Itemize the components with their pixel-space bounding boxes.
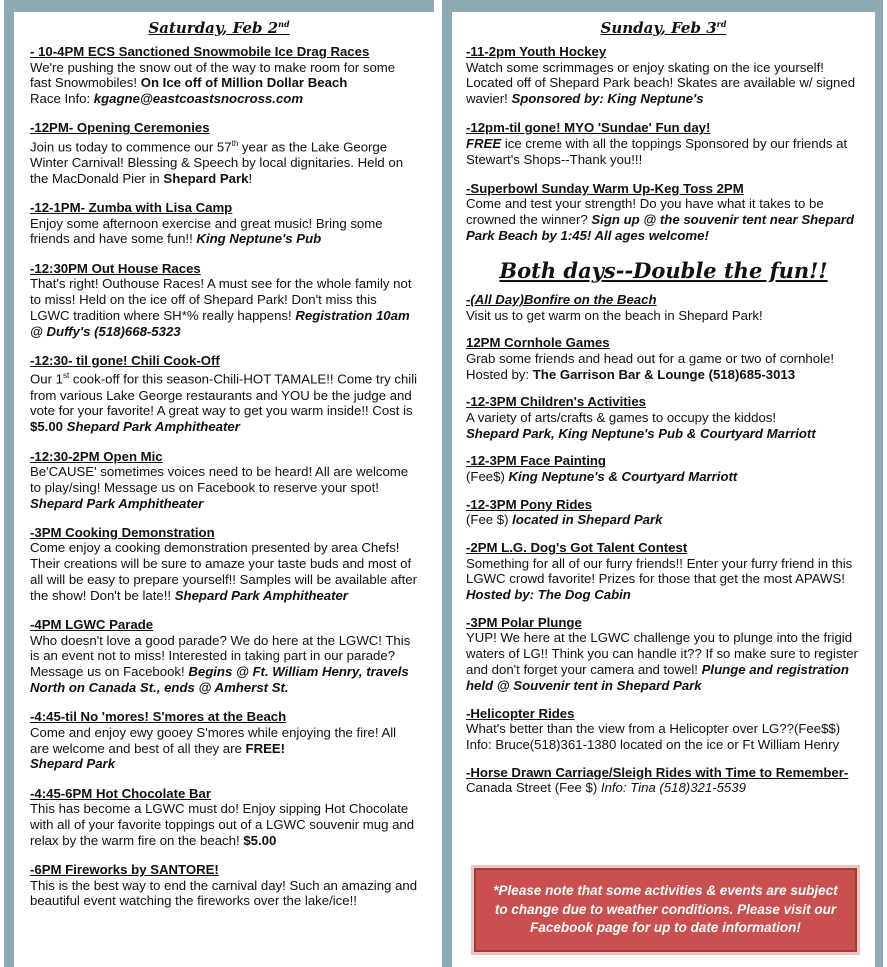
sunday-panel — [442, 0, 883, 967]
event-text-segment: King Neptune's & Courtyard Marriott — [508, 468, 738, 484]
saturday-panel — [4, 0, 424, 967]
event-item — [466, 394, 869, 441]
weather-notice: *Please note that some activities & events are subject to change due to weather conditions. Please visit our Facebook page for up to date information! — [474, 868, 857, 952]
event-heading: -12PM- Opening Ceremonies — [30, 120, 210, 136]
event-text-segment: Shepard Park, King Neptune's Pub & Courtyard Marriott — [466, 425, 816, 441]
both-days-events — [466, 292, 869, 796]
event-description — [466, 469, 869, 485]
event-text-segment: year as the Lake George Winter Carnival! Blessing & Speech by local dignitaries. Held on the MacDonald Pier in — [30, 139, 404, 186]
event-text-segment: Join us today to commence our 57 — [30, 139, 232, 155]
event-text-segment: Something for all of our furry friends!! Enter your furry friend in this LGWC crowd favorite! Prizes for those that get the most APAWS! — [466, 555, 853, 587]
sunday-events — [466, 44, 869, 244]
event-text-segment: Shepard Park Amphitheater — [66, 419, 240, 435]
event-heading: -12-1PM- Zumba with Lisa Camp — [30, 200, 233, 216]
event-text-segment: Info: Tina (518)321-5539 — [600, 780, 746, 796]
event-text-segment: (Fee $) — [466, 512, 513, 528]
event-item — [466, 453, 869, 484]
event-text-segment: The Garrison Bar & Lounge (518)685-3013 — [532, 366, 796, 382]
event-description — [30, 276, 418, 339]
event-description — [30, 633, 418, 696]
event-text-segment: Registration 10am @ Duffy's (518)668-5323 — [30, 307, 410, 339]
event-text-segment: Hosted by: The Dog Cabin — [466, 587, 631, 603]
event-heading: -12:30PM Out House Races — [30, 260, 201, 276]
event-heading: -4:45-6PM Hot Chocolate Bar — [30, 785, 211, 801]
event-heading: -Helicopter Rides — [466, 705, 575, 721]
event-description — [466, 780, 869, 796]
event-text-segment: Begins @ Ft. William Henry, travels North on Canada St., ends @ Amherst St. — [30, 664, 409, 695]
event-text-segment: (Fee$) — [466, 468, 509, 484]
event-text-segment: Race Info: — [30, 91, 94, 107]
event-item — [30, 709, 418, 772]
event-description — [30, 216, 418, 248]
event-text-segment: FREE — [466, 135, 502, 151]
event-text-segment: Grab some friends and head out for a game or two of cornhole! Hosted by: — [466, 350, 834, 382]
event-item — [30, 120, 418, 186]
event-heading: -4PM LGWC Parade — [30, 617, 154, 633]
event-text-segment[interactable]: kgagne@eastcoastsnocross.com — [93, 91, 304, 107]
event-heading: - 10-4PM ECS Sanctioned Snowmobile Ice Drag Races — [30, 44, 370, 59]
event-item — [30, 200, 418, 247]
event-text-segment: ice creme with all the toppings Sponsored by our friends at Stewart's Shops--Thank you!!! — [466, 135, 848, 167]
event-text-segment: Sign up @ the souvenir tent near Shepard Park Beach by 1:45! All ages welcome! — [466, 212, 855, 244]
event-item — [466, 540, 869, 603]
event-description — [30, 878, 418, 910]
panel-top-bar — [14, 0, 424, 12]
event-item — [466, 765, 869, 796]
event-heading: -12:30- til gone! Chili Cook-Off — [30, 352, 220, 368]
event-text-segment: located in Shepard Park — [512, 512, 663, 528]
event-text-segment: Come and enjoy ewy gooey S'mores while enjoying the fire! All are welcome and best of all they are — [30, 724, 397, 756]
event-text-segment: th — [231, 138, 239, 148]
event-item — [30, 862, 418, 909]
event-text-segment: Come enjoy a cooking demonstration presented by area Chefs! Their creations will be sure to amaze your taste buds and most of all will be easy to prepare yourself!! Samples will be available after the show! Don't be late!! — [30, 540, 418, 603]
event-text-segment: This has become a LGWC must do! Enjoy sipping Hot Chocolate with all of your favorite toppings out of a LGWC souvenir mug and relax by the warm fire on the beach! — [30, 801, 415, 848]
event-heading: -(All Day)Bonfire on the Beach — [466, 292, 657, 307]
event-text-segment: Plunge and registration held @ Souvenir tent in Shepard Park — [466, 662, 849, 693]
event-description — [466, 60, 869, 107]
event-item — [30, 261, 418, 340]
event-item — [30, 525, 418, 604]
both-days-title: Both days--Double the fun!! — [499, 258, 828, 283]
event-text-segment: $5.00 — [30, 419, 67, 435]
event-text-segment: Shepard Park — [163, 170, 249, 186]
event-item — [466, 706, 869, 753]
event-heading: -12-3PM Children's Activities — [466, 394, 646, 410]
event-text-segment: We're pushing the snow out of the way to make room for some fast Snowmobiles! — [30, 59, 396, 91]
sunday-title: Sunday, Feb 3rd — [600, 19, 727, 37]
event-text-segment: $5.00 — [243, 832, 277, 848]
event-description — [466, 512, 869, 528]
event-description — [466, 410, 869, 442]
event-description — [466, 630, 869, 693]
event-text-segment: Our 1 — [30, 371, 63, 387]
event-item — [30, 617, 418, 696]
event-text-segment: Enjoy some afternoon exercise and great music! Bring some friends and have some fun!! — [30, 215, 383, 247]
event-text-segment: That's right! Outhouse Races! A must see for the whole family not to miss! Held on the ice off of Shepard Park! Don't miss this LGWC tradition where SH*% really happens! — [30, 276, 412, 323]
event-text-segment: Sponsored by: King Neptune's — [511, 91, 704, 107]
event-text-segment: Canada Street (Fee $) — [466, 780, 601, 796]
event-heading: -6PM Fireworks by SANTORE! — [30, 862, 219, 878]
event-text-segment: FREE! — [245, 740, 286, 756]
event-text-segment: st — [62, 371, 70, 381]
event-heading: 12PM Cornhole Games — [466, 335, 610, 351]
event-heading: -12-3PM Face Painting — [466, 453, 606, 469]
event-text-segment: cook-off for this season-Chili-HOT TAMALE!! Come try chili from various Lake George restaurants and YOU be the judge and vote for your favorite! A great way to get you warm inside!! Cost is — [30, 371, 418, 419]
event-text-segment: A variety of arts/crafts & games to occupy the kiddos! — [466, 409, 777, 425]
event-description — [30, 725, 418, 772]
event-heading: -2PM L.G. Dog's Got Talent Contest — [466, 540, 688, 556]
event-text-segment: Shepard Park Amphitheater — [174, 587, 348, 603]
event-item — [30, 353, 418, 435]
event-description — [30, 368, 418, 435]
event-text-segment: Come and test your strength! Do you have what it takes to be crowned the winner? — [466, 196, 824, 228]
event-text-segment: Who doesn't love a good parade? We do here at the LGWC! This is an event not to miss! Interested in taking part in our parade? Message us on Facebook! — [30, 632, 411, 680]
event-heading: -3PM Polar Plunge — [466, 614, 582, 630]
event-description — [30, 801, 418, 848]
saturday-events — [30, 44, 418, 909]
event-description — [30, 60, 418, 107]
event-heading: -12:30-2PM Open Mic — [30, 448, 163, 464]
event-item — [466, 44, 869, 107]
event-description — [466, 351, 869, 383]
event-heading: -Horse Drawn Carriage/Sleigh Rides with Time to Remember- — [466, 764, 849, 780]
event-text-segment: ! — [248, 170, 253, 186]
event-text-segment: King Neptune's Pub — [196, 231, 322, 247]
event-text-segment: Watch some scrimmages or enjoy skating on the ice yourself! Located off of Shepard Park beach! Skates are available w/ signed wavier! — [466, 59, 856, 107]
event-text-segment: On Ice off of Million Dollar Beach — [140, 75, 348, 91]
panel-top-bar — [452, 0, 875, 12]
event-description — [466, 721, 869, 753]
event-description — [466, 308, 869, 324]
event-description — [30, 136, 418, 187]
event-description — [30, 464, 418, 511]
event-description — [466, 136, 869, 168]
event-item — [466, 120, 869, 167]
event-text-segment: Shepard Park — [30, 756, 116, 772]
event-text-segment: What's better than the view from a Helicopter over LG??(Fee$$) Info: Bruce(518)361-1380 located on the ice or Ft William Henry — [466, 721, 841, 752]
event-text-segment: Be'CAUSE' sometimes voices need to be heard! All are welcome to play/sing! Message us on Facebook to reserve your spot! — [30, 464, 409, 495]
event-item — [466, 497, 869, 528]
event-text-segment: Shepard Park Amphitheater — [30, 495, 204, 511]
event-heading: -3PM Cooking Demonstration — [30, 524, 215, 540]
event-text-segment: YUP! We here at the LGWC challenge you to plunge into the frigid waters of LG!! Think you can handle it?? If so make sure to register and don't forget your camera and towel! — [466, 630, 858, 678]
event-heading: -11-2pm Youth Hockey — [466, 44, 607, 59]
event-text-segment: Visit us to get warm on the beach in Shepard Park! — [466, 307, 763, 323]
event-heading: -12pm-til gone! MYO 'Sundae' Fun day! — [466, 120, 711, 136]
event-heading: -12-3PM Pony Rides — [466, 496, 593, 512]
saturday-title: Saturday, Feb 2nd — [148, 19, 290, 37]
event-item — [466, 292, 869, 323]
event-description — [30, 540, 418, 603]
event-item — [466, 335, 869, 382]
event-item — [30, 449, 418, 512]
event-heading: -Superbowl Sunday Warm Up-Keg Toss 2PM — [466, 180, 744, 196]
event-item — [466, 615, 869, 694]
event-description — [466, 196, 869, 243]
event-item — [466, 181, 869, 244]
event-heading: -4:45-til No 'mores! S'mores at the Beach — [30, 709, 287, 725]
event-description — [466, 556, 869, 603]
event-item — [30, 44, 418, 107]
event-text-segment: This is the best way to end the carnival day! Such an amazing and beautiful event watching the fireworks over the lake/ice!! — [30, 877, 418, 909]
event-item — [30, 786, 418, 849]
